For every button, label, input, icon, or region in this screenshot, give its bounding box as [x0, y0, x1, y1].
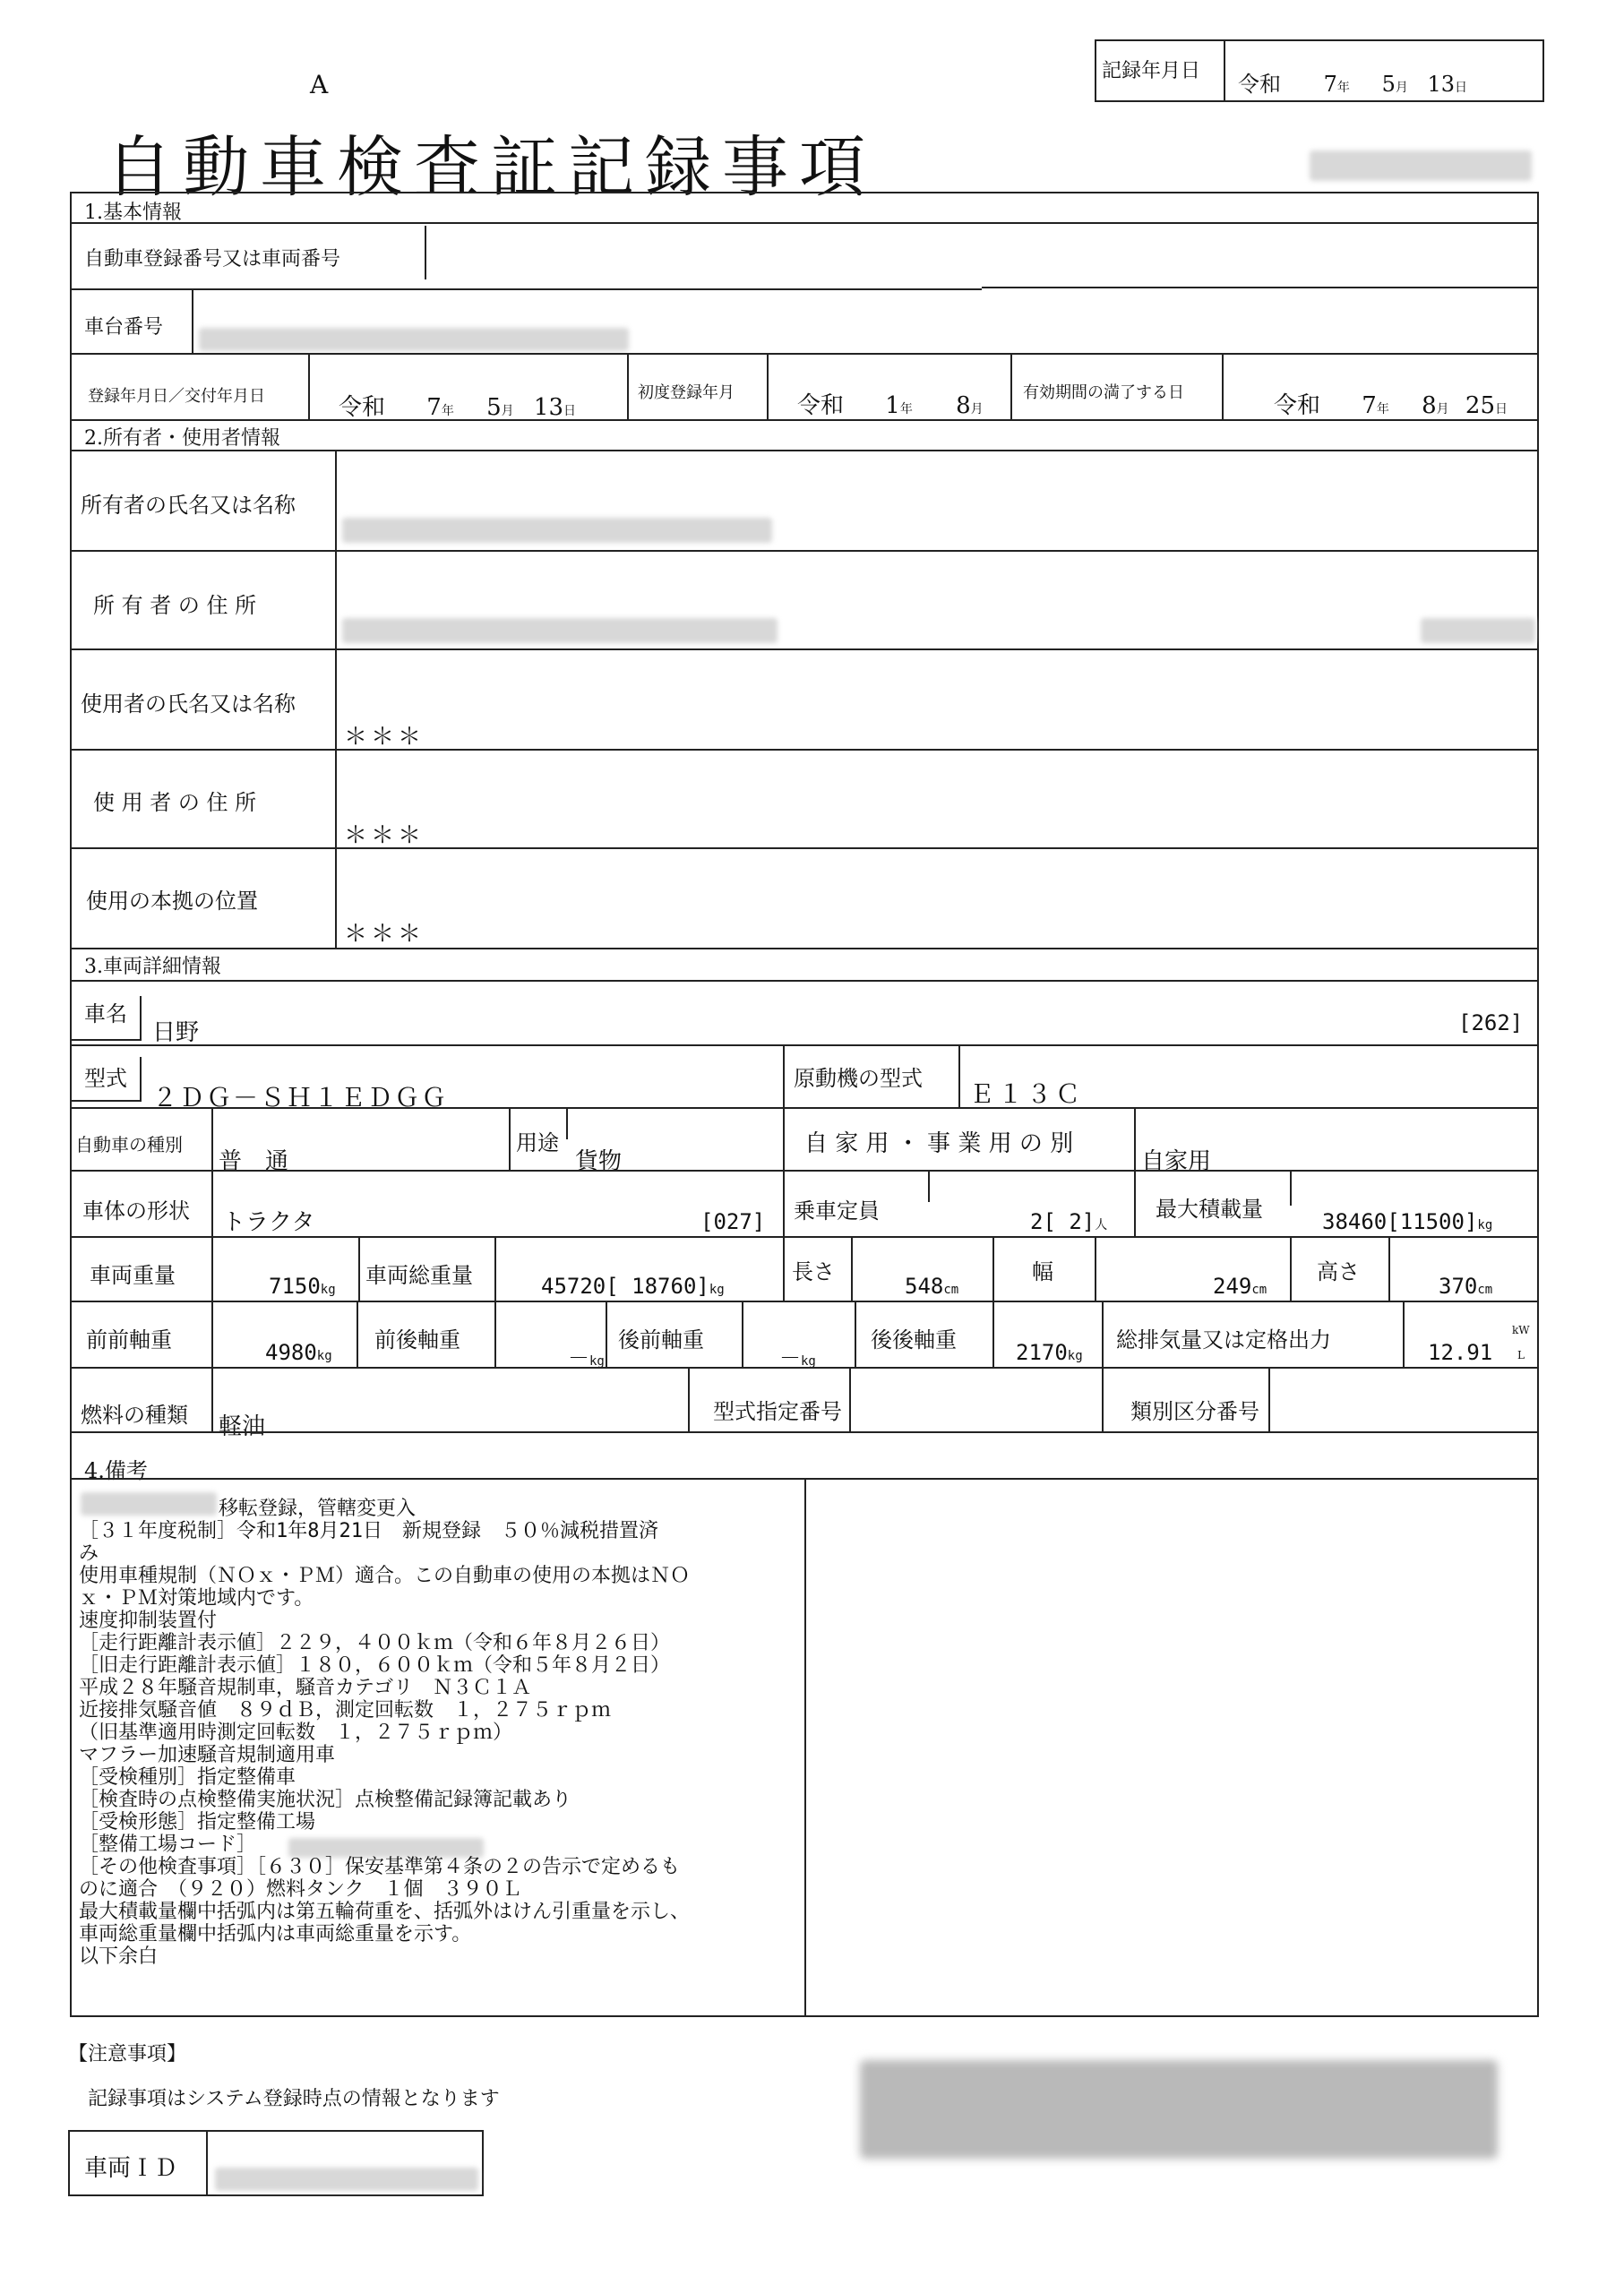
notes-line: 車両総重量欄中括弧内は車両総重量を示す。 [79, 1923, 472, 1945]
height-value: 370cm [1439, 1274, 1493, 1299]
notes-line: ［旧走行距離計表示値］１８０，６００ｋｍ（令和５年８月２日） [79, 1654, 671, 1677]
body-label: 車体の形状 [82, 1198, 190, 1224]
base-label: 使用の本拠の位置 [86, 889, 258, 914]
a-mark: A [310, 70, 329, 99]
use-value: 貨物 [575, 1148, 623, 1175]
page-title: 自動車検査証記録事項 [106, 129, 876, 206]
user-addr: ＊＊＊ [344, 822, 425, 849]
private-label: 自 家 用 ・ 事 業 用 の 別 [804, 1130, 1074, 1157]
height-label: 高さ [1317, 1259, 1360, 1284]
notes-line: 最大積載量欄中括弧内は第五輪荷重を、括弧外はけん引重量を示し、 [79, 1901, 691, 1923]
fr-axle-value: －kg [568, 1345, 605, 1370]
maxload-value: 38460[11500]kg [1322, 1209, 1493, 1234]
width-label: 幅 [1032, 1259, 1053, 1284]
redacted-header [1310, 150, 1532, 181]
use-label: 用途 [516, 1130, 559, 1155]
maxload-label: 最大積載量 [1156, 1197, 1263, 1222]
notes-line: ［整備工場コード］ [79, 1834, 257, 1856]
redacted-owner-addr-2 [1421, 618, 1535, 643]
section-basic: 1.基本情報 [84, 202, 182, 224]
rr-axle-label: 後後軸重 [871, 1327, 957, 1353]
first-reg-date: 令和 1年 8月 [797, 392, 984, 419]
chassis-label: 車台番号 [84, 316, 164, 339]
unit-kw: kW [1512, 1324, 1530, 1336]
rr-axle-value: 2170kg [1016, 1340, 1083, 1365]
notes-line: ［受検種別］指定整備車 [79, 1766, 296, 1789]
notes-line: 使用車種規制（ＮＯｘ・ＰＭ）適合。この自動車の使用の本拠はＮＯ [79, 1565, 691, 1587]
notes-line: 以下余白 [79, 1945, 159, 1968]
record-date-label: 記録年月日 [1102, 60, 1201, 82]
user-name-label: 使用者の氏名又は名称 [81, 691, 296, 717]
vehicle-name-code: [262] [1458, 1010, 1524, 1035]
displacement-label: 総排気量又は定格出力 [1116, 1327, 1331, 1353]
section-owner: 2.所有者・使用者情報 [84, 427, 280, 450]
notes-line: 移転登録，管轄変更入 [219, 1498, 417, 1520]
base-location: ＊＊＊ [344, 921, 425, 948]
body-code: [027] [700, 1209, 766, 1234]
notes-line: ［受検形態］指定整備工場 [79, 1811, 316, 1834]
fr-axle-label: 前後軸重 [374, 1327, 460, 1353]
fuel-label: 燃料の種類 [81, 1403, 188, 1428]
engine-label: 原動機の型式 [794, 1066, 923, 1091]
notes-text [79, 1498, 813, 1968]
weight-label: 車両重量 [90, 1263, 176, 1288]
length-value: 548cm [905, 1274, 959, 1299]
fuel-value: 軽油 [219, 1413, 266, 1440]
engine-value: Ｅ１３Ｃ [969, 1079, 1085, 1109]
ff-axle-label: 前前軸重 [86, 1327, 172, 1353]
user-name: ＊＊＊ [344, 724, 425, 751]
redacted-stamp [860, 2060, 1498, 2159]
gross-label: 車両総重量 [365, 1263, 473, 1288]
notes-line: ［その他検査事項］［６３０］保安基準第４条の２の告示で定めるも [79, 1856, 681, 1878]
user-addr-label: 使 用 者 の 住 所 [93, 790, 257, 815]
section-vehicle: 3.車両詳細情報 [84, 956, 221, 978]
expiry-date: 令和 7年 8月 25日 [1274, 392, 1508, 419]
capacity-label: 乗車定員 [794, 1198, 880, 1224]
redacted-chassis [199, 328, 629, 351]
displacement-value: 12.91 [1428, 1340, 1493, 1365]
vehicle-id-label: 車両ＩＤ [84, 2155, 178, 2182]
rf-axle-value: －kg [779, 1345, 816, 1370]
notes-line: ｘ・ＰＭ対策地域内です。 [79, 1587, 314, 1610]
model-value: ２ＤＧ－ＳＨ１ＥＤＧＧ [152, 1083, 449, 1112]
caution-label: 【注意事項】 [68, 2043, 187, 2065]
type-no-label: 型式指定番号 [713, 1399, 842, 1424]
notes-line: ［走行距離計表示値］２２９，４００ｋｍ（令和６年８月２６日） [79, 1632, 671, 1654]
owner-addr-label: 所 有 者 の 住 所 [93, 593, 257, 618]
redacted-owner-addr [342, 618, 778, 643]
notes-line: のに適合 （９２０）燃料タンク １個 ３９０Ｌ [79, 1878, 522, 1901]
notes-line: み [79, 1542, 99, 1565]
notes-line: マフラー加速騒音規制適用車 [79, 1744, 336, 1766]
weight-value: 7150kg [269, 1274, 336, 1299]
unit-l: L [1517, 1349, 1525, 1361]
vehicle-name: 日野 [152, 1019, 200, 1046]
width-value: 249cm [1213, 1274, 1267, 1299]
reg-date-label: 登録年月日／交付年月日 [88, 387, 265, 406]
reg-label: 自動車登録番号又は車両番号 [84, 248, 341, 271]
caution-text: 記録事項はシステム登録時点の情報となります [88, 2088, 500, 2110]
reg-date: 令和 7年 5月 13日 [339, 394, 576, 421]
rf-axle-label: 後前軸重 [618, 1327, 704, 1353]
kind-label: 自動車の種別 [75, 1134, 183, 1155]
notes-line: （旧基準適用時測定回転数 １，２７５ｒｐｍ） [79, 1722, 513, 1744]
body-value: トラクタ [222, 1209, 315, 1236]
model-label: 型式 [84, 1066, 127, 1091]
redacted-owner-name [342, 518, 772, 543]
first-reg-label: 初度登録年月 [638, 383, 735, 402]
gross-value: 45720[ 18760]kg [541, 1274, 725, 1299]
private-value: 自家用 [1141, 1148, 1212, 1175]
notes-line: ［検査時の点検整備実施状況］点検整備記録簿記載あり [79, 1789, 572, 1811]
owner-name-label: 所有者の氏名又は名称 [81, 493, 296, 518]
notes-line: 速度抑制装置付 [79, 1610, 218, 1632]
notes-line: 近接排気騒音値 ８９ｄＢ，測定回転数 １，２７５ｒｐｍ [79, 1699, 612, 1722]
notes-line: ［３１年度税制］令和1年8月21日 新規登録 ５０％減税措置済 [79, 1520, 658, 1542]
capacity-value: 2[ 2]人 [1030, 1209, 1108, 1234]
class-no-label: 類別区分番号 [1130, 1399, 1259, 1424]
kind-value: 普 通 [219, 1148, 289, 1175]
ff-axle-value: 4980kg [265, 1340, 332, 1365]
expiry-label: 有効期間の満了する日 [1023, 383, 1184, 402]
redacted-vehicle-id [215, 2168, 478, 2191]
record-date: 令和 7年 5月 13日 [1238, 72, 1468, 97]
section-notes: 4.備考 [84, 1458, 148, 1483]
notes-line: 平成２８年騒音規制車，騒音カテゴリ Ｎ３Ｃ１Ａ [79, 1677, 532, 1699]
length-label: 長さ [792, 1259, 835, 1284]
vehicle-name-label: 車名 [84, 1001, 127, 1026]
